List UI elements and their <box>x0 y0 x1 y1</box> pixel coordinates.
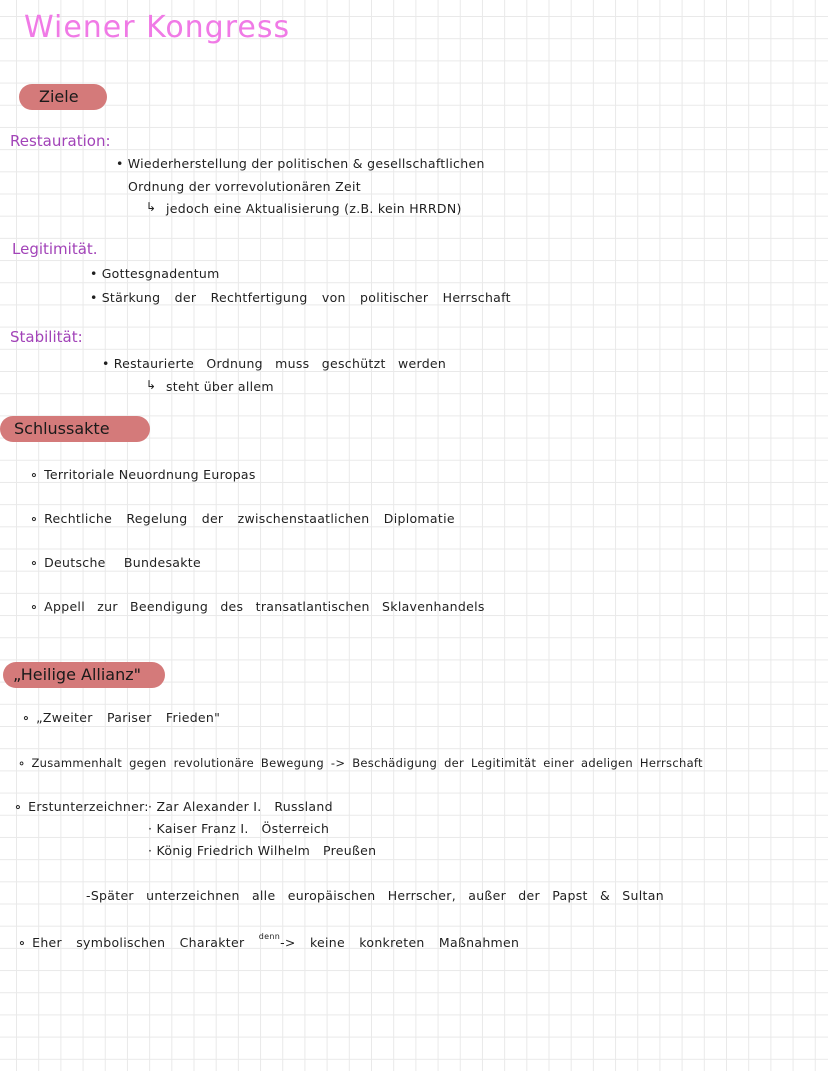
spaeter-text: Später unterzeichnen alle europäischen Herrscher, außer der Papst & Sultan <box>90 888 664 903</box>
stabilitaet-line-1: • Restaurierte Ordnung muss geschützt werden <box>102 356 446 371</box>
arrow-icon: ↳ <box>146 378 157 392</box>
allianz-item: ∘ „Zweiter Pariser Frieden" <box>22 710 220 725</box>
arrow-icon: -> <box>280 935 296 950</box>
subheading-stabilitaet: Stabilität: <box>10 328 83 346</box>
erstunterzeichner-label: ∘ Erstunterzeichner: <box>14 799 149 814</box>
legitimitaet-item: • Stärkung der Rechtfertigung von politischer Herrschaft <box>90 290 511 305</box>
signer-text: Zar Alexander I. Russland <box>156 799 333 814</box>
last-item <box>18 932 519 950</box>
restauration-line-3: jedoch eine Aktualisierung (z.B. kein HRRDN) <box>166 201 462 216</box>
denn-annotation: denn <box>258 932 281 941</box>
signer-text: Kaiser Franz I. Österreich <box>156 821 330 836</box>
last-item-post: keine konkreten Maßnahmen <box>309 935 520 950</box>
schlussakte-item: ∘ Deutsche Bundesakte <box>30 555 201 570</box>
schlussakte-item: ∘ Appell zur Beendigung des transatlantischen Sklavenhandels <box>30 599 485 614</box>
arrow-icon: ↳ <box>146 200 157 214</box>
signer: · Kaiser Franz I. Österreich <box>148 821 330 836</box>
page-title: Wiener Kongress <box>24 10 291 45</box>
stabilitaet-line-2: steht über allem <box>166 379 274 394</box>
spaeter-line: -Später unterzeichnen alle europäischen Herrscher, außer der Papst & Sultan <box>86 888 664 903</box>
subheading-restauration: Restauration: <box>10 132 111 150</box>
restauration-line-1: • Wiederherstellung der politischen & gesellschaftlichen <box>116 156 485 171</box>
subheading-legitimitaet: Legitimität. <box>12 240 98 258</box>
legitimitaet-item: • Gottesgnadentum <box>90 266 220 281</box>
schlussakte-item: ∘ Rechtliche Regelung der zwischenstaatlichen Diplomatie <box>30 511 455 526</box>
section-pill-heilige-allianz: „Heilige Allianz" <box>3 662 165 688</box>
signer: · Zar Alexander I. Russland <box>148 799 333 814</box>
allianz-item: ∘ Zusammenhalt gegen revolutionäre Bewegung -> Beschädigung der Legitimität einer adeligen Herrschaft <box>18 756 703 770</box>
signer: · König Friedrich Wilhelm Preußen <box>148 843 377 858</box>
section-pill-schlussakte: Schlussakte <box>0 416 150 442</box>
section-pill-ziele: Ziele <box>19 84 107 110</box>
restauration-line-2: Ordnung der vorrevolutionären Zeit <box>128 179 361 194</box>
schlussakte-item: ∘ Territoriale Neuordnung Europas <box>30 467 256 482</box>
signer-text: König Friedrich Wilhelm Preußen <box>156 843 377 858</box>
last-item-pre: Eher symbolischen Charakter <box>32 935 245 950</box>
